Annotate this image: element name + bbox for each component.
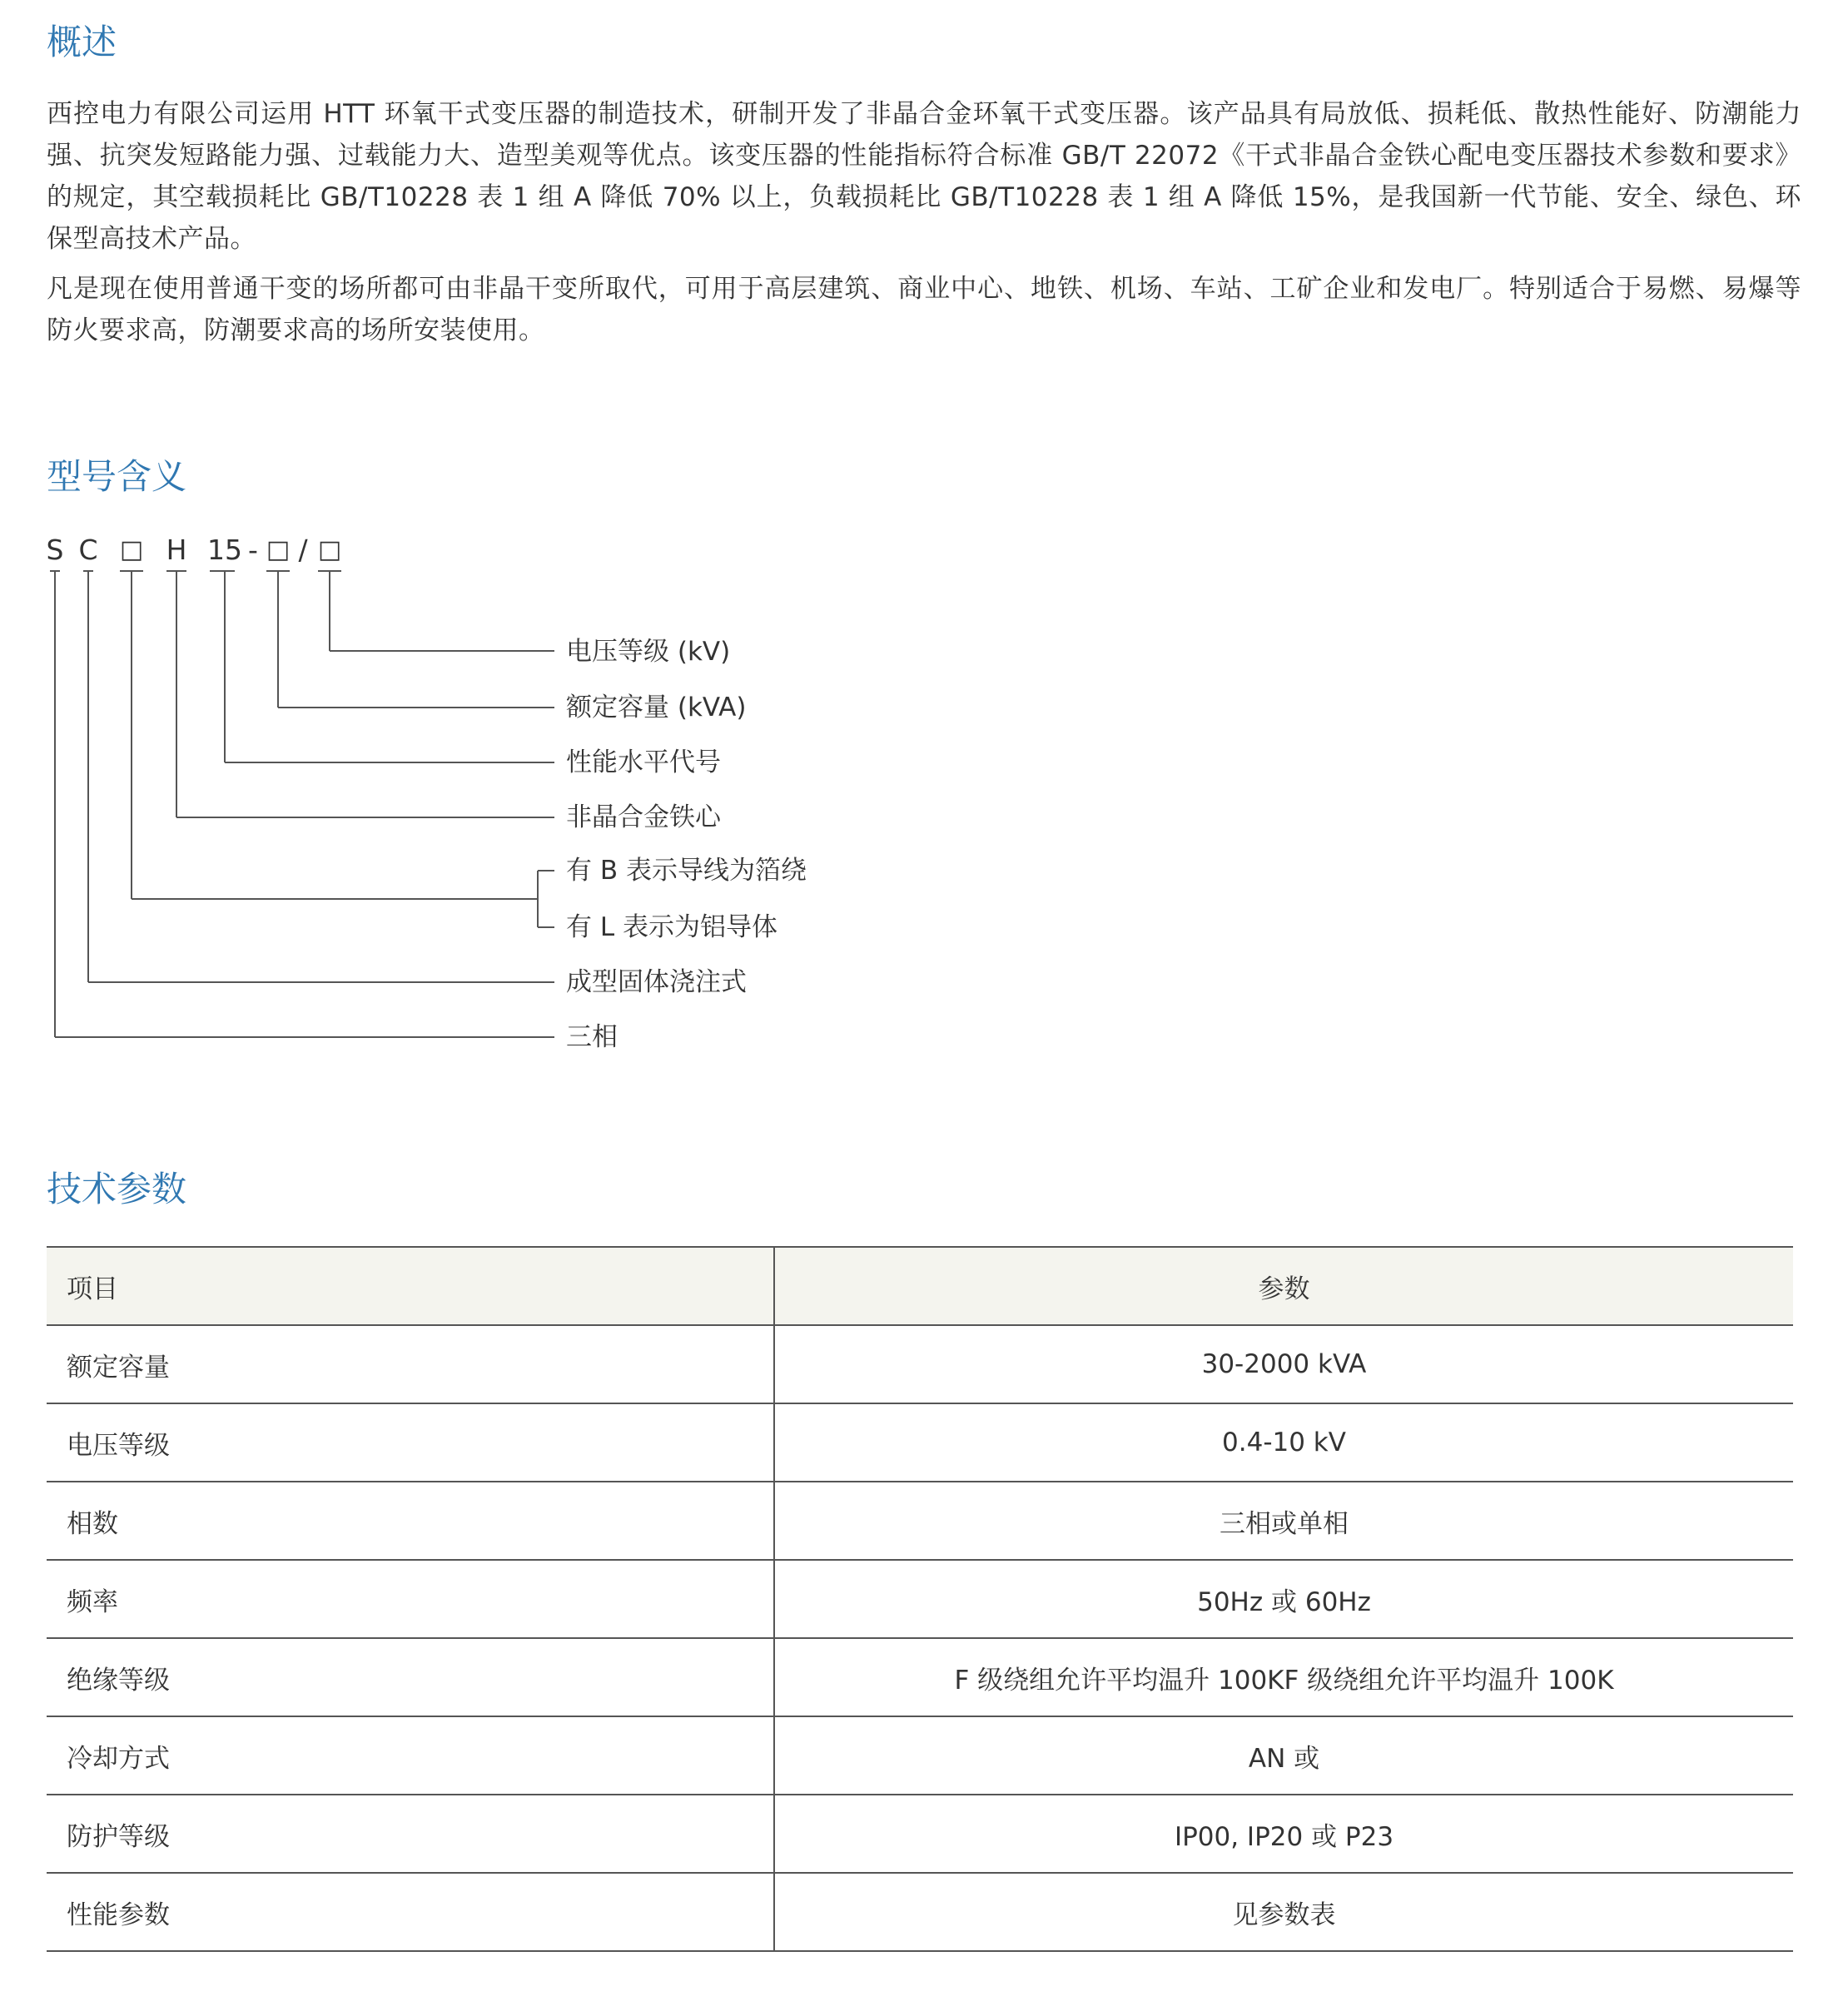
model-code-slash: / — [298, 534, 308, 566]
meaning-core: 非晶合金铁心 — [566, 802, 721, 832]
model-code-h: H — [166, 534, 187, 566]
tech-params-table — [47, 1246, 1793, 1952]
overview-paragraph: 凡是现在使用普通干变的场所都可由非晶干变所取代，可用于高层建筑、商业中心、地铁、机场、车站、工矿企业和发电厂。特别适合于易燃、易爆等防火要求高，防潮要求高的场所安装使用。 — [47, 274, 1801, 345]
row-value: 30-2000 kVA — [774, 1325, 1793, 1403]
model-code-s: S — [46, 534, 64, 566]
row-value: 50Hz 或 60Hz — [774, 1560, 1793, 1638]
meaning-aluminum: 有 L 表示为铝导体 — [566, 912, 777, 942]
model-code-level: 15 — [207, 534, 242, 566]
table-row — [47, 1795, 1793, 1873]
table-row — [47, 1325, 1793, 1403]
model-code-dash: - — [248, 534, 258, 566]
model-code-box-1: □ — [119, 535, 144, 564]
row-label: 性能参数 — [47, 1873, 774, 1951]
tech-params-title: 技术参数 — [47, 1169, 187, 1209]
model-code-c: C — [78, 534, 98, 566]
meaning-three-phase: 三相 — [566, 1022, 618, 1052]
table-row — [47, 1560, 1793, 1638]
meaning-capacity: 额定容量 (kVA) — [566, 693, 747, 722]
row-label: 防护等级 — [47, 1795, 774, 1873]
row-value: 见参数表 — [774, 1873, 1793, 1951]
row-label: 冷却方式 — [47, 1716, 774, 1795]
table-row — [47, 1873, 1793, 1951]
header-item: 项目 — [47, 1247, 774, 1325]
row-label: 额定容量 — [47, 1325, 774, 1403]
row-label: 频率 — [47, 1560, 774, 1638]
row-value: F 级绕组允许平均温升 100KF 级绕组允许平均温升 100K — [774, 1638, 1793, 1716]
table-row — [47, 1716, 1793, 1795]
overview-paragraph: 西控电力有限公司运用 HTT 环氧干式变压器的制造技术，研制开发了非晶合金环氧干式变压器。该产品具有局放低、损耗低、散热性能好、防潮能力强、抗突发短路能力强、过载能力大、造型美观等优点。该变压器的性能指标符合标准 GB/T 22072《干式非晶合金铁心配电变压器技术参数和要求》的规定，其空载损耗比 GB/T10228 表 1 组 A 降低 70% 以上，负载损耗比 GB/T10228 表 1 组 A 降低 15%，是我国新一代节能、安全、绿色、环保型高技术产品。 — [47, 99, 1801, 254]
header-param: 参数 — [774, 1247, 1793, 1325]
meaning-voltage: 电压等级 (kV) — [566, 637, 731, 667]
row-value: 0.4-10 kV — [774, 1403, 1793, 1482]
table-row — [47, 1638, 1793, 1716]
table-header-row — [47, 1247, 1793, 1325]
overview-text — [47, 93, 1801, 360]
meaning-performance: 性能水平代号 — [566, 747, 721, 777]
row-value: AN 或 — [774, 1716, 1793, 1795]
table-row — [47, 1403, 1793, 1482]
model-meaning-title: 型号含义 — [47, 456, 187, 497]
meaning-foil: 有 B 表示导线为箔绕 — [566, 856, 807, 886]
overview-title: 概述 — [47, 22, 117, 62]
row-value: IP00, IP20 或 P23 — [774, 1795, 1793, 1873]
model-code — [0, 529, 499, 571]
meaning-cast: 成型固体浇注式 — [566, 967, 747, 997]
model-code-box-2: □ — [266, 535, 291, 564]
row-label: 相数 — [47, 1482, 774, 1560]
model-code-box-3: □ — [317, 535, 342, 564]
row-label: 电压等级 — [47, 1403, 774, 1482]
row-value: 三相或单相 — [774, 1482, 1793, 1560]
table-row — [47, 1482, 1793, 1560]
row-label: 绝缘等级 — [47, 1638, 774, 1716]
